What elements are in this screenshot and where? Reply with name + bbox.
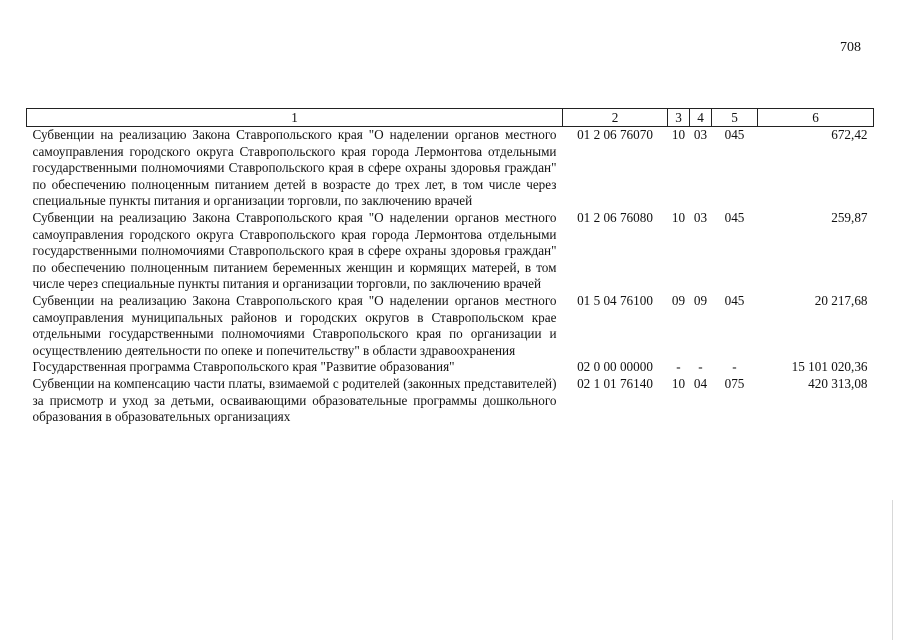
row-expense-type: 045 xyxy=(724,292,745,308)
row-amount: 672,42 xyxy=(831,127,868,142)
row-expense-type: - xyxy=(732,359,737,375)
row-subsection: - xyxy=(698,359,703,375)
row-amount: 259,87 xyxy=(831,209,868,225)
page-number: 708 xyxy=(840,40,861,55)
row-target-code: 01 2 06 76080 xyxy=(577,209,653,225)
row-subsection: 04 xyxy=(693,375,708,391)
table-row xyxy=(27,293,874,359)
column-header-2: 2 xyxy=(563,109,668,127)
column-header-3: 3 xyxy=(668,109,690,127)
row-name: Субвенции на реализацию Закона Ставропольского края "О наделении органов местного самоуправления городского округа Ставропольского края города Лермонтова отдельными государственными полномочиями Ставропольского края в сфере охраны здоровья граждан" по обеспечению полноценным питанием беременных женщин и кормящих матерей, в том числе через специальные пункты питания и организации торговли, по заключению врачей xyxy=(32,209,557,292)
table-row xyxy=(27,210,874,293)
row-section: - xyxy=(676,359,681,375)
row-section: 10 xyxy=(671,127,686,142)
row-amount: 20 217,68 xyxy=(814,292,868,308)
table-row xyxy=(27,376,874,426)
table-row xyxy=(27,127,874,210)
column-header-4: 4 xyxy=(690,109,712,127)
row-target-code: 01 2 06 76070 xyxy=(577,127,653,142)
row-target-code: 01 5 04 76100 xyxy=(577,292,653,308)
scan-edge-line xyxy=(892,500,893,640)
column-header-6: 6 xyxy=(758,109,874,127)
row-name: Государственная программа Ставропольского края "Развитие образования" xyxy=(32,359,455,375)
row-target-code: 02 0 00 00000 xyxy=(577,359,653,375)
row-expense-type: 075 xyxy=(724,375,745,391)
row-name: Субвенции на реализацию Закона Ставропольского края "О наделении органов местного самоуправления муниципальных районов и городских округов в Ставропольском крае отдельными государственными полномочиями Ставропольского края по организации и осуществлению деятельности по опеке и попечительству" в области здравоохранения xyxy=(32,292,557,358)
row-name: Субвенции на компенсацию части платы, взимаемой с родителей (законных представителей) за присмотр и уход за детьми, осваивающими образовательные программы дошкольного образования в образовательных организациях xyxy=(32,375,557,425)
row-section: 09 xyxy=(671,292,686,308)
table-row xyxy=(27,359,874,376)
row-amount: 15 101 020,36 xyxy=(791,359,868,375)
row-section: 10 xyxy=(671,375,686,391)
row-target-code: 02 1 01 76140 xyxy=(577,375,653,391)
row-subsection: 03 xyxy=(693,209,708,225)
row-amount: 420 313,08 xyxy=(808,375,868,391)
row-section: 10 xyxy=(671,209,686,225)
column-header-1: 1 xyxy=(27,109,563,127)
budget-table xyxy=(26,108,874,426)
table-header-row xyxy=(27,109,874,127)
row-expense-type: 045 xyxy=(724,209,745,225)
row-subsection: 09 xyxy=(693,292,708,308)
row-expense-type: 045 xyxy=(724,127,745,142)
column-header-5: 5 xyxy=(712,109,758,127)
row-name: Субвенции на реализацию Закона Ставропольского края "О наделении органов местного самоуправления городского округа Ставропольского края города Лермонтова отдельными государственными полномочиями Ставропольского края в сфере охраны здоровья граждан" по обеспечению полноценным питанием детей в возрасте до трех лет, в том числе через специальные пункты питания и организации торговли, по заключению врачей xyxy=(32,127,557,209)
row-subsection: 03 xyxy=(693,127,708,142)
